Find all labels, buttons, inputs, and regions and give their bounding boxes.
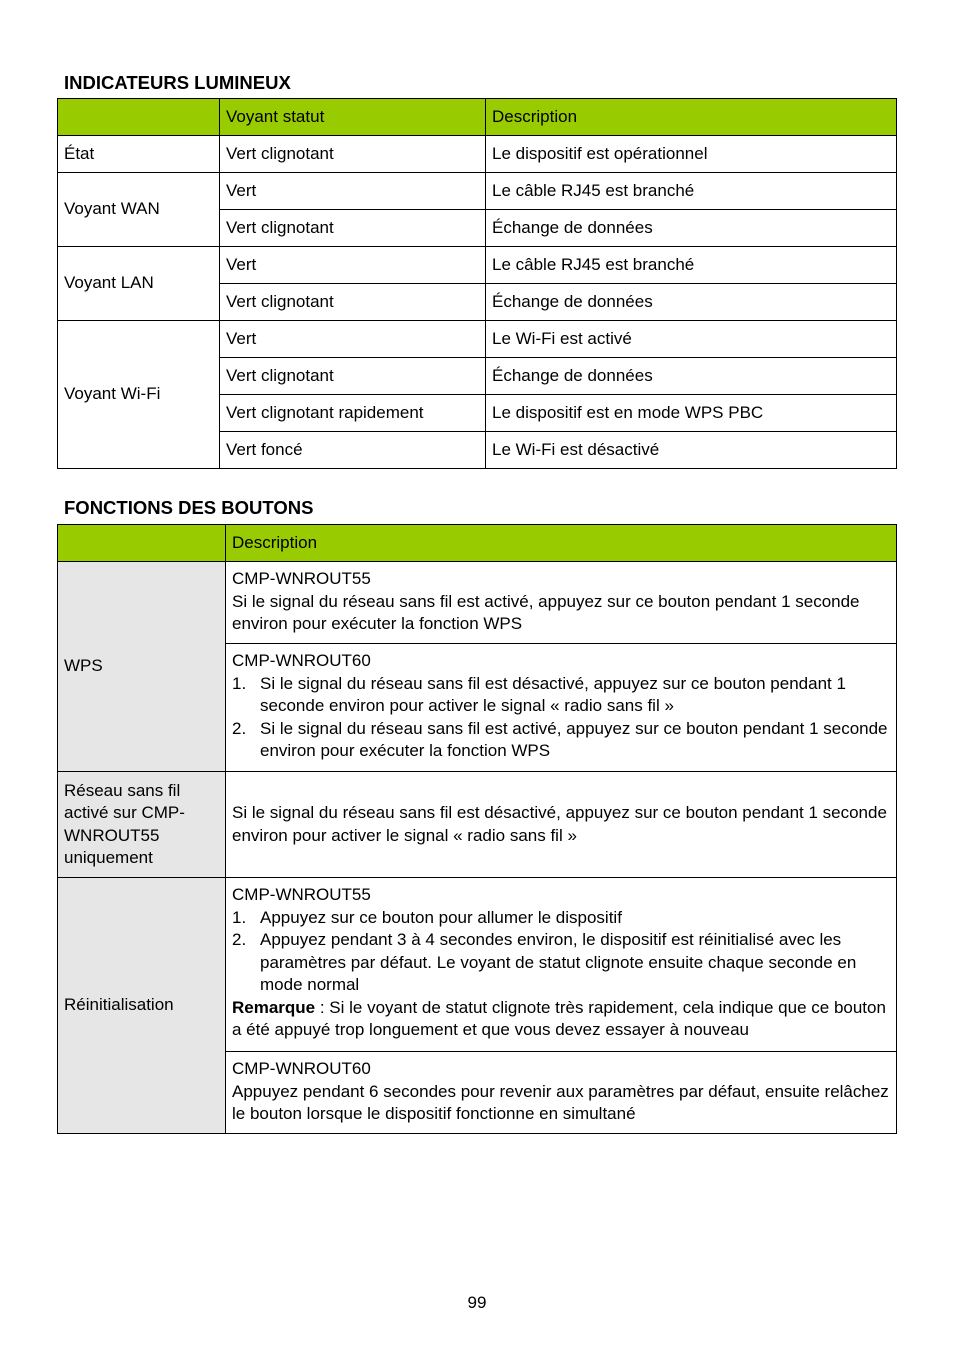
reset-block-55 (226, 878, 897, 1052)
list-number: 1. (232, 907, 247, 927)
list-number: 2. (232, 718, 247, 738)
description-cell: Le Wi-Fi est désactivé (486, 432, 897, 469)
buttons-table (57, 524, 897, 1134)
description-cell: Échange de données (486, 284, 897, 321)
list-text: Si le signal du réseau sans fil est désactivé, appuyez sur ce bouton pendant 1 seconde environ pour activer le signal « radio sans fil » (260, 673, 846, 715)
table-row (58, 321, 897, 358)
header-description: Description (486, 99, 897, 136)
model-name: CMP-WNROUT55 (232, 569, 371, 588)
description-cell: Le câble RJ45 est branché (486, 173, 897, 210)
status-cell: Vert (220, 247, 486, 284)
status-cell: Vert (220, 173, 486, 210)
note (232, 997, 890, 1042)
table-header-row (58, 99, 897, 136)
note-text: : Si le voyant de statut clignote très rapidement, cela indique que ce bouton a été appuyé trop longuement et que vous devez essayer à nouveau (232, 997, 886, 1039)
row-label-lan: Voyant LAN (58, 247, 220, 321)
description-cell: Échange de données (486, 210, 897, 247)
page-number: 99 (467, 1293, 487, 1312)
list-text: Si le signal du réseau sans fil est activé, appuyez sur ce bouton pendant 1 seconde environ pour exécuter la fonction WPS (260, 718, 888, 760)
numbered-list (232, 907, 890, 997)
description-cell: Le dispositif est en mode WPS PBC (486, 395, 897, 432)
header-status: Voyant statut (220, 99, 486, 136)
table-row (58, 562, 897, 644)
model-name: CMP-WNROUT55 (232, 885, 371, 904)
description-text: Si le signal du réseau sans fil est désactivé, appuyez sur ce bouton pendant 1 seconde environ pour activer le signal « radio sans fil » (226, 772, 897, 878)
row-label-wan: Voyant WAN (58, 173, 220, 247)
list-item (232, 673, 890, 718)
description-cell: Le câble RJ45 est branché (486, 247, 897, 284)
numbered-list (232, 673, 890, 763)
list-text: Appuyez pendant 3 à 4 secondes environ, le dispositif est réinitialisé avec les paramètres par défaut. Le voyant de statut clignote ensuite chaque seconde en mode normal (260, 930, 857, 994)
description-text: Appuyez pendant 6 secondes pour revenir aux paramètres par défaut, ensuite relâchez le bouton lorsque le dispositif fonctionne en simultané (232, 1081, 889, 1123)
list-item (232, 718, 890, 763)
header-description: Description (226, 525, 897, 562)
table-row (58, 247, 897, 284)
wps-block-60 (226, 644, 897, 772)
note-label: Remarque (232, 997, 316, 1017)
table-row (58, 173, 897, 210)
status-cell: Vert clignotant (220, 358, 486, 395)
wps-block-55 (226, 562, 897, 644)
row-label-reset: Réinitialisation (58, 878, 226, 1134)
reset-block-60 (226, 1052, 897, 1134)
list-item (232, 907, 890, 930)
indicators-table (57, 98, 897, 469)
model-name: CMP-WNROUT60 (232, 1059, 371, 1078)
description-cell: Le dispositif est opérationnel (486, 136, 897, 173)
row-label-wireless: Réseau sans fil activé sur CMP-WNROUT55 uniquement (58, 772, 226, 878)
list-text: Appuyez sur ce bouton pour allumer le dispositif (260, 907, 622, 927)
row-label-wps: WPS (58, 562, 226, 772)
status-cell: Vert clignotant (220, 136, 486, 173)
status-cell: Vert (220, 321, 486, 358)
status-cell: Vert clignotant rapidement (220, 395, 486, 432)
description-cell: Le Wi-Fi est activé (486, 321, 897, 358)
section-title-indicators: INDICATEURS LUMINEUX (64, 72, 291, 93)
list-number: 2. (232, 930, 247, 949)
list-number: 1. (232, 673, 247, 693)
header-empty-cell (58, 99, 220, 136)
table-row (58, 136, 897, 173)
row-label-wifi: Voyant Wi-Fi (58, 321, 220, 469)
table-row (58, 772, 897, 878)
table-header-row (58, 525, 897, 562)
status-cell: Vert clignotant (220, 284, 486, 321)
header-empty-cell (58, 525, 226, 562)
row-label-etat: État (58, 136, 220, 173)
table-row (58, 878, 897, 1052)
status-cell: Vert clignotant (220, 210, 486, 247)
description-text: Si le signal du réseau sans fil est activé, appuyez sur ce bouton pendant 1 seconde environ pour exécuter la fonction WPS (232, 591, 860, 633)
model-name: CMP-WNROUT60 (232, 651, 371, 670)
description-cell: Échange de données (486, 358, 897, 395)
status-cell: Vert foncé (220, 432, 486, 469)
section-title-buttons: FONCTIONS DES BOUTONS (64, 497, 314, 518)
list-item (232, 929, 890, 997)
